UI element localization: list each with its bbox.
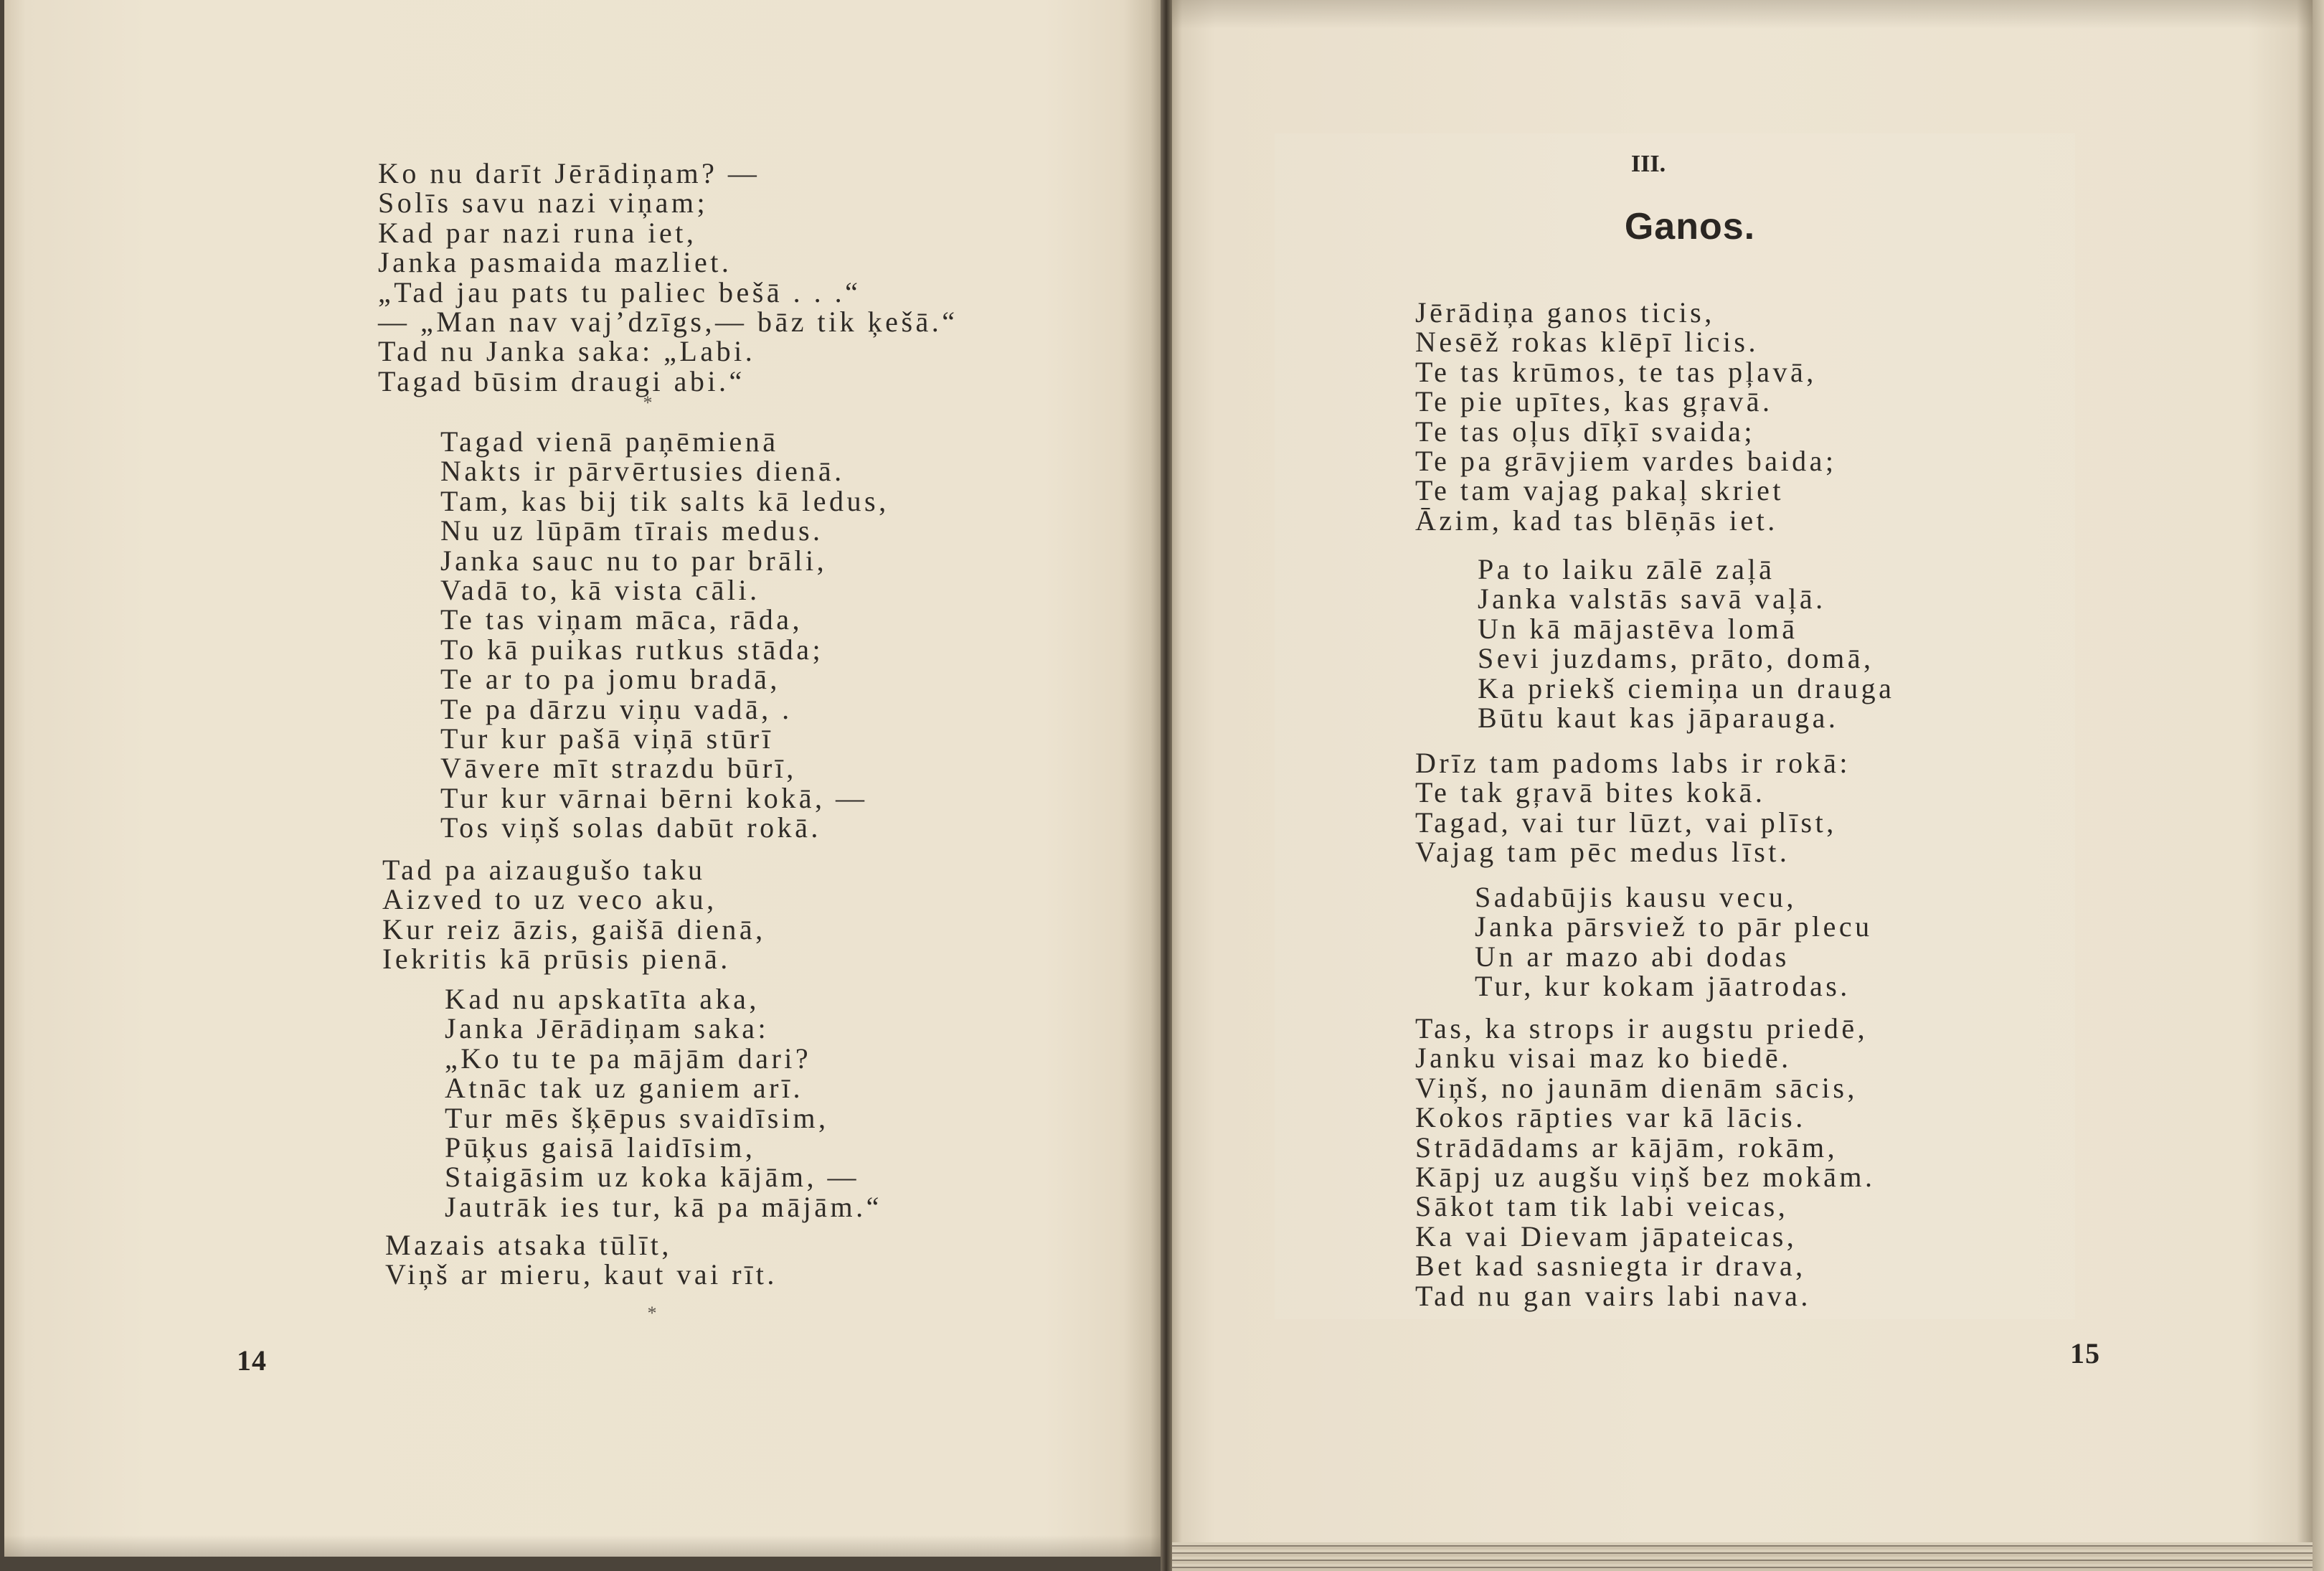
verse-line: Vadā to, kā vista cāli.: [440, 573, 760, 606]
verse-line: Te tas krūmos, te tas pļavā,: [1415, 355, 1817, 388]
verse-line: Tad nu gan vairs labi nava.: [1415, 1279, 1811, 1312]
verse-line: Janka Jērādiņam saka:: [445, 1012, 770, 1045]
verse-line: Tas, ka strops ir augstu priedē,: [1415, 1012, 1869, 1044]
verse-line: Kokos rāpties var kā lācis.: [1415, 1101, 1806, 1134]
verse-line: Janka sauc nu to par brāli,: [440, 544, 828, 577]
page-number: 14: [237, 1344, 267, 1377]
verse-line: „Tad jau pats tu paliec bešā . . .“: [378, 275, 861, 308]
verse-line: Te pa dārzu viņu vadā, .: [440, 692, 793, 725]
verse-line: Āzim, kad tas blēņās iet.: [1415, 504, 1778, 537]
stanza: [1415, 298, 1836, 535]
verse-line: „Ko tu te pa mājām dari?: [445, 1042, 812, 1075]
verse-line: Janka pārsviež to pār plecu: [1475, 910, 1873, 943]
verse-line: Strādādams ar kājām, rokām,: [1415, 1131, 1838, 1164]
verse-line: Tam, kas bij tik salts kā ledus,: [440, 484, 889, 517]
verse-line: Vāvere mīt strazdu būrī,: [440, 752, 797, 785]
verse-line: Tagad, vai tur lūzt, vai plīst,: [1415, 806, 1837, 839]
verse-line: Ko nu darīt Jērādiņam? —: [378, 157, 760, 189]
stanza: [445, 984, 882, 1222]
verse-line: Tos viņš solas dabūt rokā.: [440, 811, 821, 844]
chapter-title: Ganos.: [1624, 206, 1756, 247]
left-page: [4, 0, 1161, 1557]
verse-line: Pa to laiku zālē zaļā: [1478, 553, 1775, 585]
verse-line: Drīz tam padoms labs ir rokā:: [1415, 747, 1851, 779]
verse-line: Sadabūjis kausu vecu,: [1475, 881, 1797, 913]
right-page: [1172, 0, 2313, 1542]
verse-line: Sākot tam tik labi veicas,: [1415, 1190, 1789, 1223]
verse-line: Atnāc tak uz ganiem arī.: [445, 1072, 804, 1105]
verse-line: Viņš ar mieru, kaut vai rīt.: [385, 1258, 778, 1291]
verse-line: Staigāsim uz koka kājām, —: [445, 1161, 860, 1194]
stanza: [440, 427, 889, 842]
book-gutter: [1161, 0, 1172, 1571]
stanza: [1415, 748, 1851, 867]
verse-line: Pūķus gaisā laidīsim,: [445, 1131, 756, 1164]
verse-line: To kā puikas rutkus stāda;: [440, 633, 824, 666]
page-stack-edges: [1172, 1542, 2313, 1571]
verse-line: Janka valstās savā vaļā.: [1478, 582, 1826, 615]
verse-line: Nesēž rokas klēpī licis.: [1415, 326, 1759, 359]
verse-line: Jērādiņa ganos ticis,: [1415, 296, 1715, 329]
verse-line: Janku visai maz ko biedē.: [1415, 1042, 1792, 1075]
verse-line: Jautrāk ies tur, kā pa mājām.“: [445, 1190, 882, 1223]
verse-line: Tur mēs šķēpus svaidīsim,: [445, 1101, 829, 1134]
verse-line: Te tam vajag pakaļ skriet: [1415, 474, 1784, 507]
verse-line: Te tak gŗavā bites kokā.: [1415, 776, 1766, 809]
stanza: [1475, 882, 1873, 1001]
verse-line: Iekritis kā prūsis pienā.: [382, 943, 731, 976]
verse-line: — „Man nav vaj’dzīgs,— bāz tik ķešā.“: [378, 305, 958, 338]
verse-line: Mazais atsaka tūlīt,: [385, 1229, 672, 1261]
verse-line: Te ar to pa jomu bradā,: [440, 663, 780, 696]
verse-line: Sevi juzdams, prāto, domā,: [1478, 642, 1874, 675]
stanza: [382, 855, 766, 974]
verse-line: Kad nu apskatīta aka,: [445, 983, 760, 1015]
verse-line: Te pa grāvjiem vardes baida;: [1415, 444, 1837, 477]
verse-line: Solīs savu nazi viņam;: [378, 187, 709, 220]
verse-line: Te pie upītes, kas gŗavā.: [1415, 385, 1773, 418]
verse-line: Un kā mājastēva lomā: [1478, 612, 1798, 645]
verse-line: Tad nu Janka saka: „Labi.: [378, 335, 756, 368]
verse-line: Janka pasmaida mazliet.: [378, 246, 732, 279]
section-separator: *: [643, 392, 653, 413]
stanza: [385, 1230, 778, 1290]
chapter-number: III.: [1630, 151, 1666, 177]
verse-line: Bet kad sasniegta ir drava,: [1415, 1250, 1806, 1283]
verse-line: Būtu kaut kas jāparauga.: [1478, 701, 1839, 734]
verse-line: Te tas oļus dīķī svaida;: [1415, 415, 1756, 448]
verse-line: Ka vai Dievam jāpateicas,: [1415, 1219, 1798, 1252]
verse-line: Tad pa aizaugušo taku: [382, 854, 706, 886]
verse-line: Nu uz lūpām tīrais medus.: [440, 514, 823, 547]
verse-line: Te tas viņam māca, rāda,: [440, 603, 803, 636]
section-separator: *: [647, 1303, 657, 1324]
verse-line: Kur reiz āzis, gaišā dienā,: [382, 912, 766, 945]
verse-line: Ka priekš ciemiņa un drauga: [1478, 671, 1895, 704]
verse-line: Tur, kur kokam jāatrodas.: [1475, 970, 1851, 1003]
stanza: [378, 159, 958, 396]
verse-line: Tagad būsim draugi abi.“: [378, 364, 745, 397]
stanza: [1478, 555, 1894, 732]
verse-line: Kāpj uz augšu viņš bez mokām.: [1415, 1160, 1876, 1193]
verse-line: Un ar mazo abi dodas: [1475, 940, 1790, 973]
verse-line: Aizved to uz veco aku,: [382, 883, 717, 916]
verse-line: Nakts ir pārvērtusies dienā.: [440, 455, 845, 488]
verse-line: Tagad vienā paņēmienā: [440, 425, 779, 458]
verse-line: Tur kur vārnai bērni kokā, —: [440, 781, 868, 814]
verse-line: Kad par nazi runa iet,: [378, 216, 697, 249]
verse-line: Tur kur pašā viņā stūrī: [440, 722, 774, 755]
stanza: [1415, 1014, 1876, 1311]
page-number: 15: [2070, 1337, 2100, 1369]
verse-line: Vajag tam pēc medus līst.: [1415, 836, 1790, 869]
page-edge-shadow: [2313, 0, 2324, 1571]
verse-line: Viņš, no jaunām dienām sācis,: [1415, 1071, 1858, 1104]
